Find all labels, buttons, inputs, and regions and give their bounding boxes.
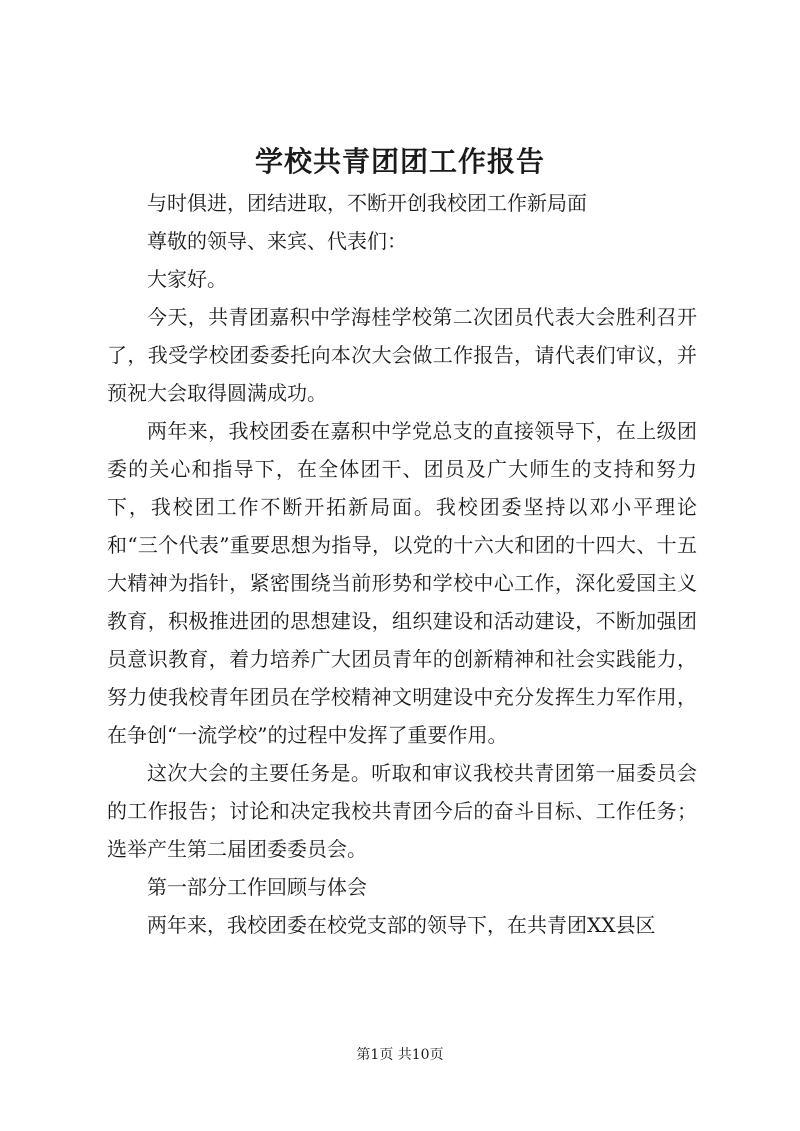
- paragraph-review: 两年来，我校团委在校党支部的领导下，在共青团XX县区: [147, 913, 656, 937]
- paragraph-opening: 今天，共青团嘉积中学海桂学校第二次团员代表大会胜利召开了，我受学校团委委托向本次大会做工作报告，请代表们审议，并预祝大会取得圆满成功。: [107, 305, 697, 405]
- paragraph-salutation: 尊敬的领导、来宾、代表们：: [147, 229, 407, 253]
- page-footer: 第1页 共10页: [356, 1047, 444, 1063]
- document-title: 学校共青团团工作报告: [254, 145, 545, 178]
- paragraph-tasks: 这次大会的主要任务是。听取和审议我校共青团第一届委员会的工作报告；讨论和决定我校共青团今后的奋斗目标、工作任务；选举产生第二届团委委员会。: [107, 761, 697, 861]
- section-heading: 第一部分工作回顾与体会: [147, 875, 367, 899]
- paragraph-overview: 两年来，我校团委在嘉积中学党总支的直接领导下，在上级团委的关心和指导下，在全体团干、团员及广大师生的支持和努力下，我校团工作不断开拓新局面。我校团委坚持以邓小平理论和“三个代表”重要思想为指导，以党的十六大和团的十四大、十五大精神为指针，紧密围绕当前形势和学校中心工作，深化爱国主义教育，积极推进团的思想建设，组织建设和活动建设，不断加强团员意识教育，着力培养广大团员青年的创新精神和社会实践能力，努力使我校青年团员在学校精神文明建设中充分发挥生力军作用，在争创“一流学校”的过程中发挥了重要作用。: [107, 419, 697, 747]
- document-body: [107, 184, 697, 944]
- paragraph-subtitle: 与时俱进，团结进取，不断开创我校团工作新局面: [147, 191, 587, 215]
- paragraph-greeting: 大家好。: [147, 267, 227, 291]
